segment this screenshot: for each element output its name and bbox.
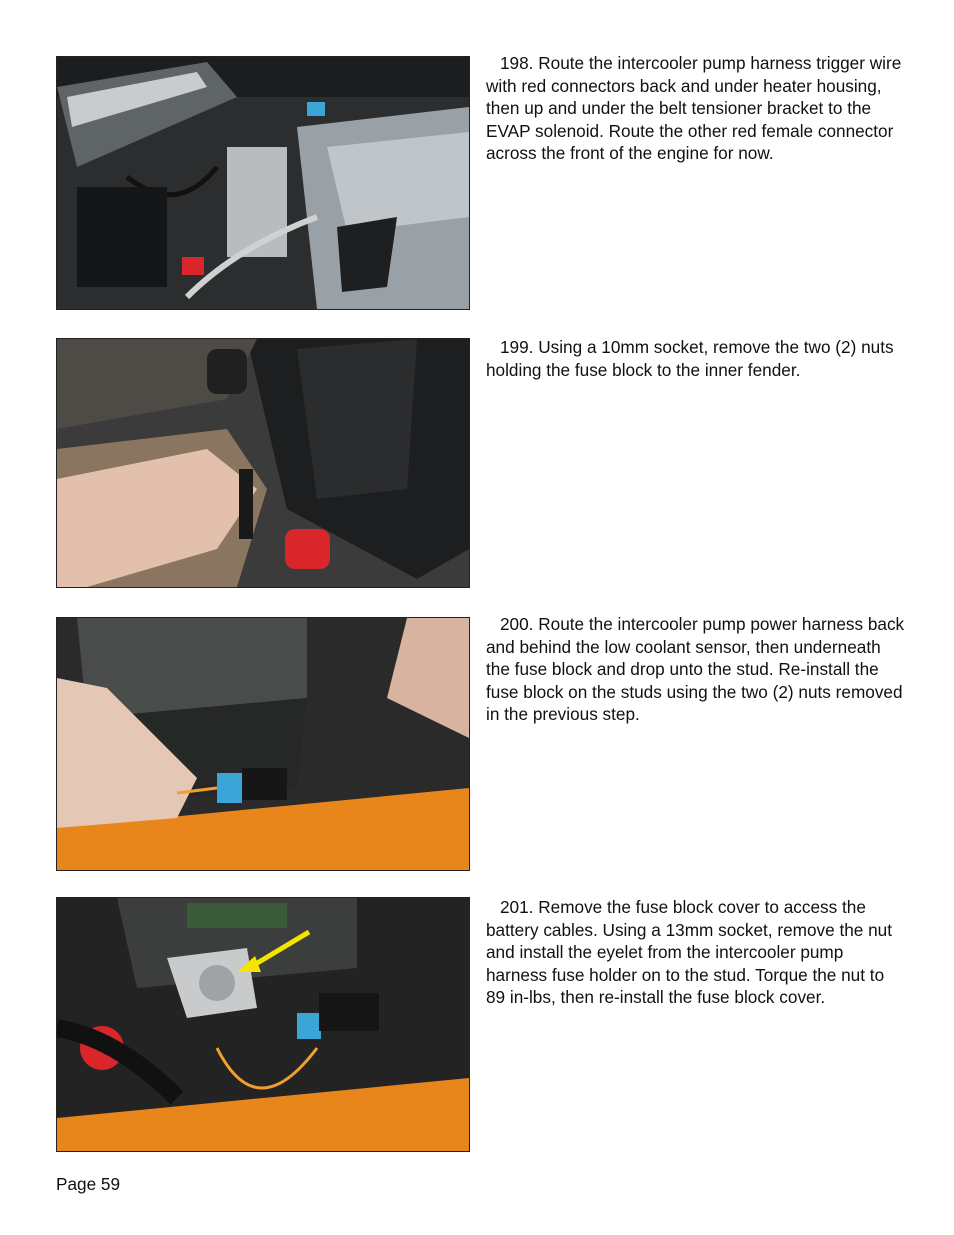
step-199-text: 199. Using a 10mm socket, remove the two (2) nuts holding the fuse block to the inner fender. bbox=[486, 337, 894, 380]
harness-routing-photo-200 bbox=[56, 617, 470, 871]
fuse-block-socket-photo-199 bbox=[56, 338, 470, 588]
page-number: Page 59 bbox=[56, 1174, 121, 1194]
step-200-text: 200. Route the intercooler pump power harness back and behind the low coolant sensor, then underneath the fuse block and drop unto the stud. Re-install the fuse block on the studs using the two (2) nuts removed in the previous step. bbox=[486, 614, 905, 725]
step-198-text: 198. Route the intercooler pump harness trigger wire with red connectors back and under heater housing, then up and under the belt tensioner bracket to the EVAP solenoid. Route the other red female connector across the front of the engine for now. bbox=[486, 53, 902, 164]
engine-bay-photo-198 bbox=[56, 56, 470, 310]
battery-cable-photo-201 bbox=[56, 897, 470, 1152]
step-201-text: 201. Remove the fuse block cover to access the battery cables. Using a 13mm socket, remove the nut and install the eyelet from the intercooler pump harness fuse holder on to the stud. Torque the nut to 89 in-lbs, then re-install the fuse block cover. bbox=[486, 897, 893, 1008]
